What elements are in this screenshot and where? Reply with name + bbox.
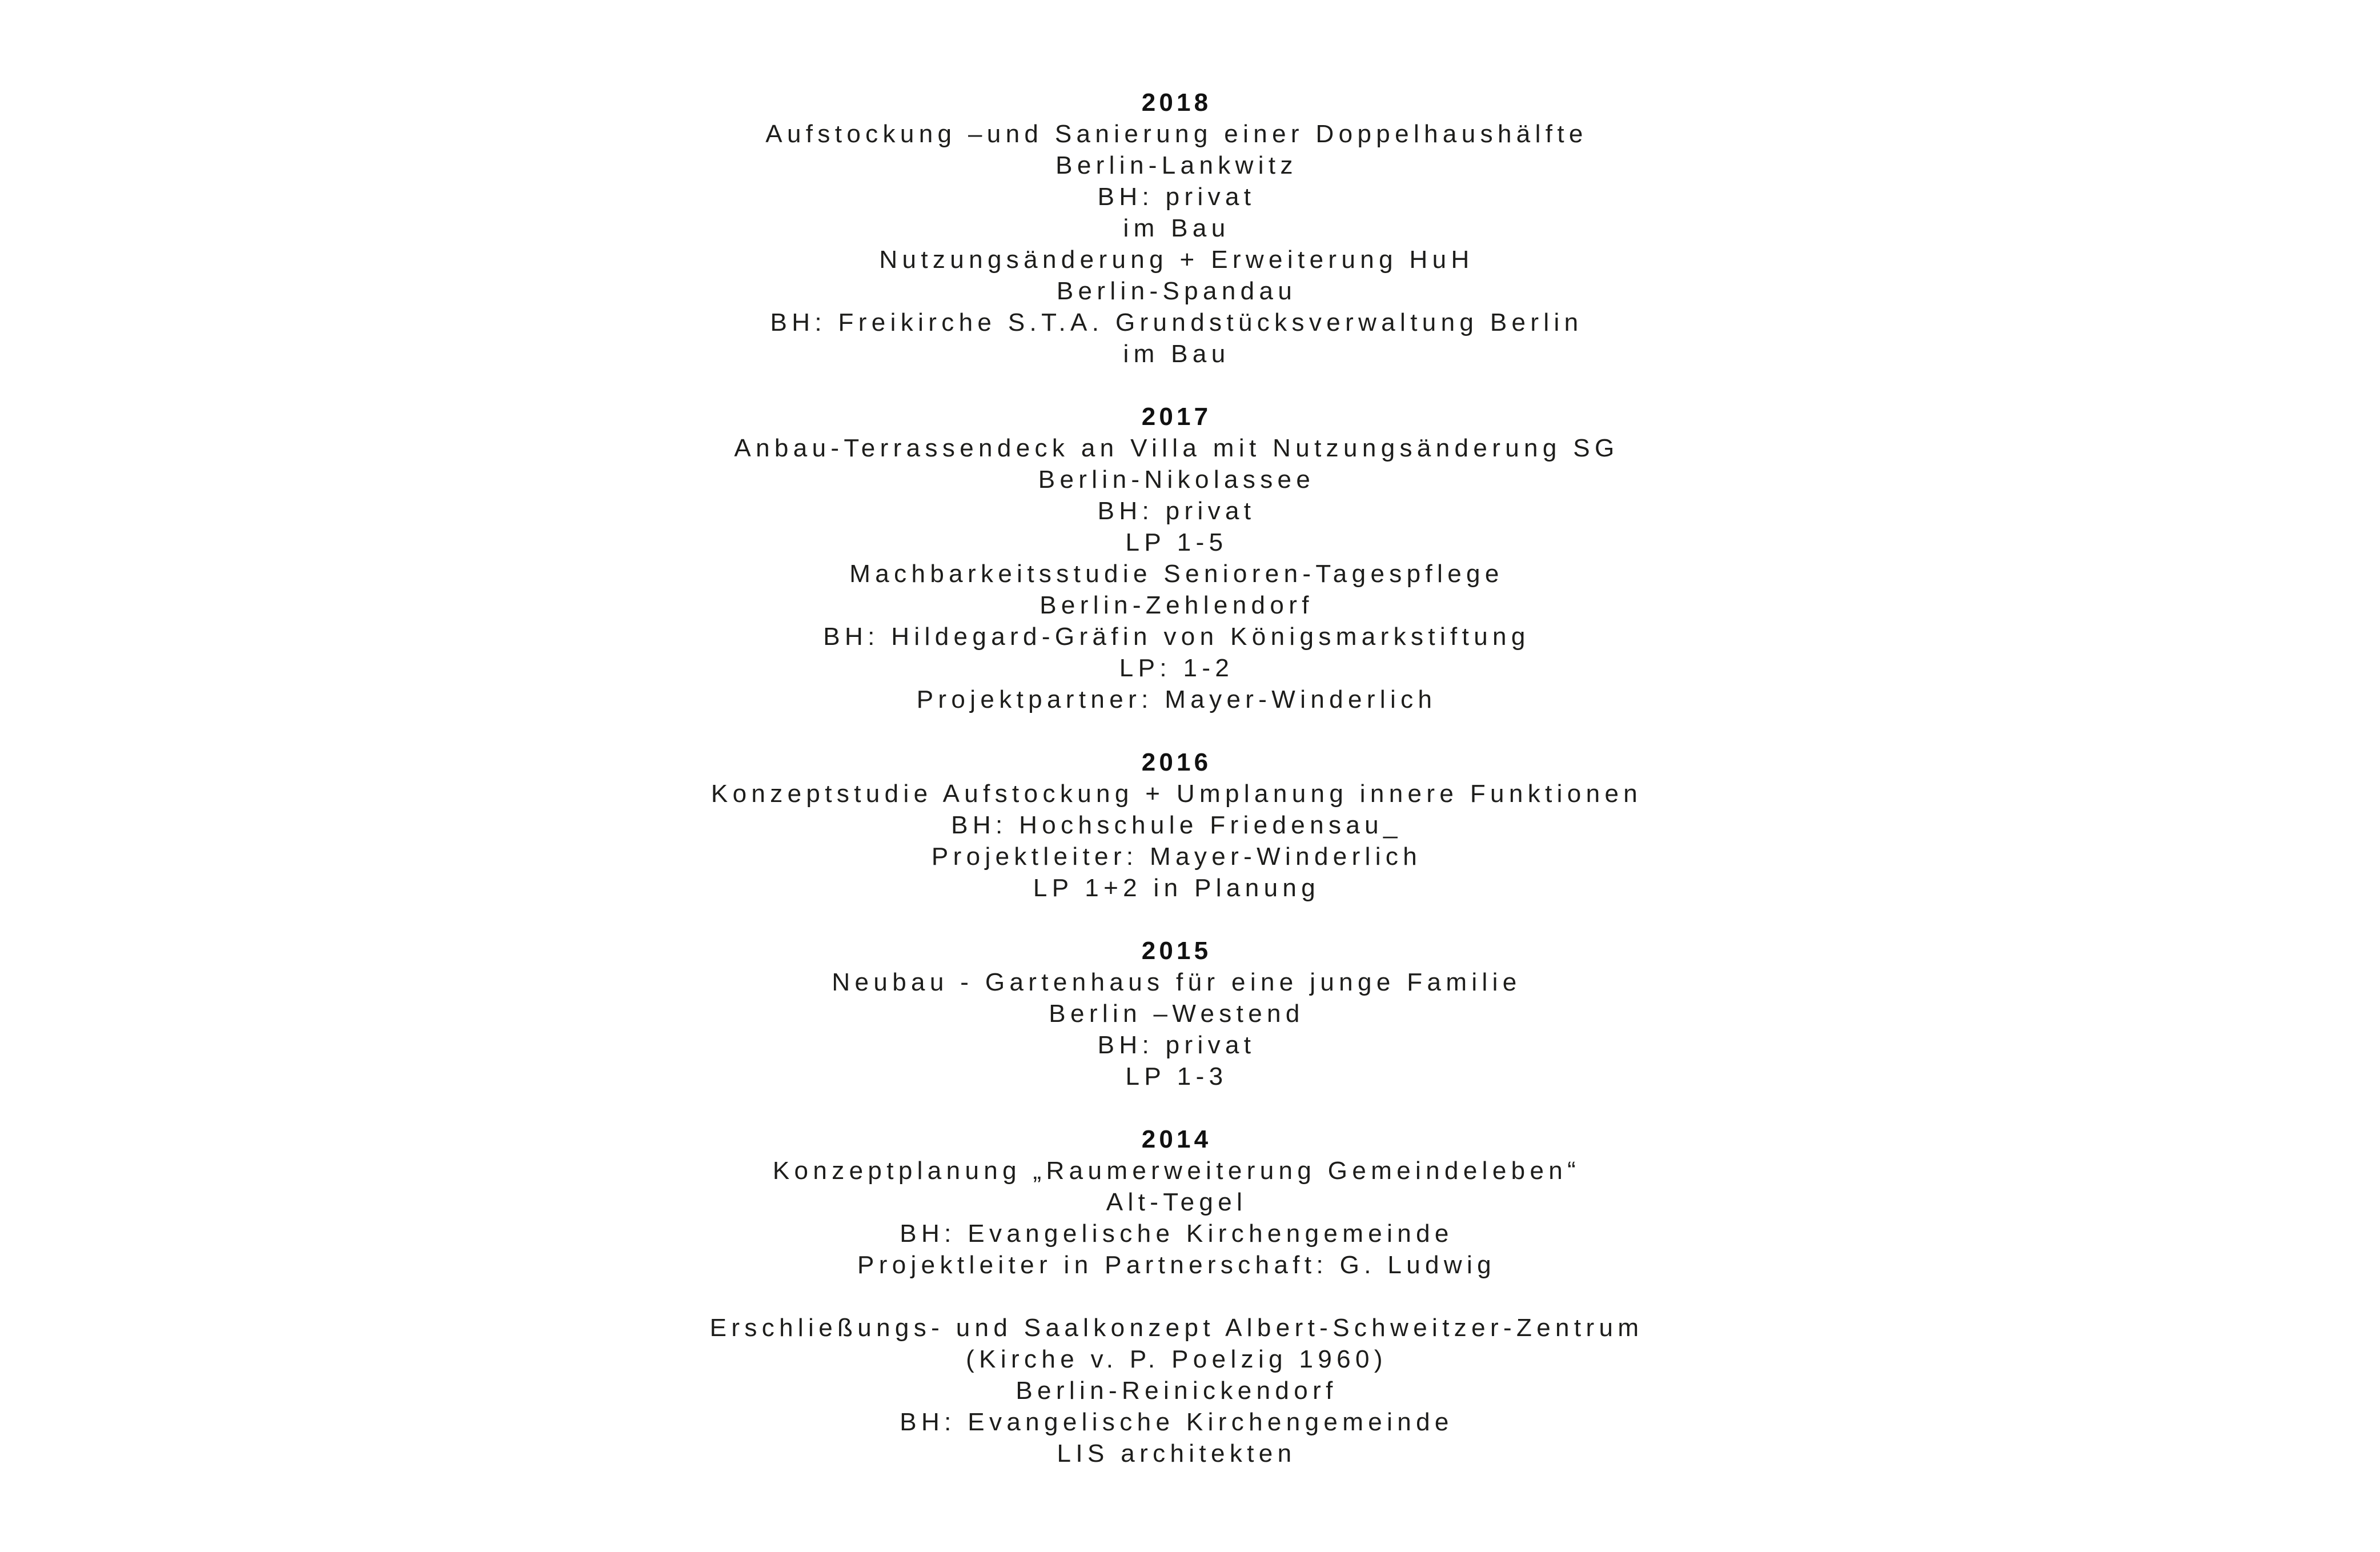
project-line: LP 1-3 xyxy=(1125,1062,1228,1090)
project-line: Projektpartner: Mayer-Winderlich xyxy=(916,685,1437,713)
project-line: BH: privat xyxy=(1097,1031,1256,1059)
project-line: Projektleiter: Mayer-Winderlich xyxy=(931,843,1422,871)
project-line: Berlin-Reinickendorf xyxy=(1016,1377,1338,1405)
project-line: Berlin-Spandau xyxy=(1056,277,1297,305)
project-block xyxy=(0,87,2353,370)
project-line: BH: Evangelische Kirchengemeinde xyxy=(900,1220,1454,1248)
project-block xyxy=(0,401,2353,715)
year-heading: 2017 xyxy=(1141,403,1212,431)
year-heading: 2015 xyxy=(1141,937,1212,965)
project-line: im Bau xyxy=(1123,340,1230,368)
project-line: Konzeptplanung „Raumerweiterung Gemeindeleben“ xyxy=(772,1157,1581,1185)
project-line: im Bau xyxy=(1123,214,1230,242)
project-block xyxy=(0,1124,2353,1281)
project-block xyxy=(0,935,2353,1092)
project-line: (Kirche v. P. Poelzig 1960) xyxy=(966,1345,1387,1373)
project-line: BH: privat xyxy=(1097,497,1256,525)
project-line: LIS architekten xyxy=(1057,1439,1297,1467)
project-line: BH: Freikirche S.T.A. Grundstücksverwaltung Berlin xyxy=(770,308,1583,336)
project-block xyxy=(0,747,2353,904)
project-line: Machbarkeitsstudie Senioren-Tagespflege xyxy=(849,560,1504,588)
project-line: Projektleiter in Partnerschaft: G. Ludwig xyxy=(857,1251,1496,1279)
year-heading: 2018 xyxy=(1141,89,1212,117)
project-line: BH: privat xyxy=(1097,183,1256,211)
year-heading: 2014 xyxy=(1141,1125,1212,1153)
project-line: BH: Evangelische Kirchengemeinde xyxy=(900,1408,1454,1436)
project-line: BH: Hildegard-Gräfin von Königsmarkstiftung xyxy=(823,623,1530,651)
project-line: Berlin –Westend xyxy=(1049,1000,1305,1028)
project-line: Konzeptstudie Aufstockung + Umplanung innere Funktionen xyxy=(711,780,1643,808)
project-line: Erschließungs- und Saalkonzept Albert-Schweitzer-Zentrum xyxy=(709,1314,1644,1342)
project-line: Alt-Tegel xyxy=(1106,1188,1247,1216)
project-line: Neubau - Gartenhaus für eine junge Familie xyxy=(832,968,1522,996)
project-line: Berlin-Nikolassee xyxy=(1038,466,1315,494)
project-line: Berlin-Zehlendorf xyxy=(1040,591,1314,619)
project-line: LP 1+2 in Planung xyxy=(1033,874,1321,902)
project-block xyxy=(0,1312,2353,1469)
project-line: Nutzungsänderung + Erweiterung HuH xyxy=(879,246,1474,274)
project-line: BH: Hochschule Friedensau_ xyxy=(951,811,1402,839)
year-heading: 2016 xyxy=(1141,748,1212,776)
project-line: Aufstockung –und Sanierung einer Doppelhaushälfte xyxy=(765,120,1588,148)
project-line: Berlin-Lankwitz xyxy=(1055,151,1298,179)
project-line: Anbau-Terrassendeck an Villa mit Nutzungsänderung SG xyxy=(734,434,1619,462)
project-line: LP 1-5 xyxy=(1125,528,1228,556)
project-line: LP: 1-2 xyxy=(1119,654,1234,682)
